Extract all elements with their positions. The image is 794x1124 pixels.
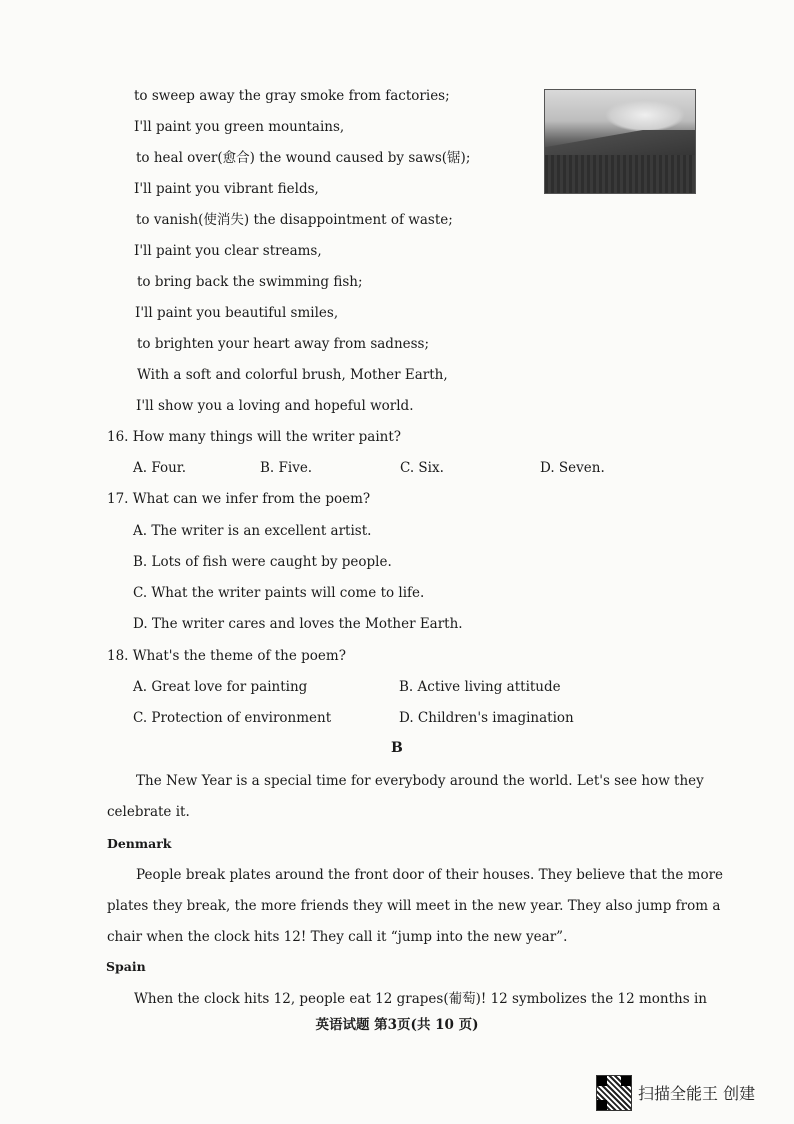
question-16-stem: 16. How many things will the writer paint?	[107, 429, 402, 445]
scanner-watermark: 扫描全能王 创建	[638, 1084, 756, 1103]
poem-line: to sweep away the gray smoke from factories;	[134, 88, 450, 104]
section-b-intro: The New Year is a special time for everybody around the world. Let's see how they	[136, 773, 704, 789]
qr-code-icon	[596, 1075, 632, 1111]
question-18-option-d: D. Children's imagination	[399, 710, 574, 726]
question-18-option-a: A. Great love for painting	[133, 679, 308, 695]
poem-line: to vanish(使消失) the disappointment of waste;	[136, 212, 453, 228]
poem-line: I'll paint you vibrant fields,	[134, 181, 319, 197]
section-b-intro-cont: celebrate it.	[107, 804, 190, 820]
poem-line: I'll paint you green mountains,	[134, 119, 345, 135]
question-16-option-d: D. Seven.	[540, 460, 605, 476]
section-b-heading: B	[391, 740, 403, 756]
poem-line: to heal over(愈合) the wound caused by saws(锯);	[136, 150, 471, 166]
question-18-option-b: B. Active living attitude	[399, 679, 561, 695]
poem-line: With a soft and colorful brush, Mother Earth,	[137, 367, 448, 383]
question-18-option-c: C. Protection of environment	[133, 710, 332, 726]
question-16-option-b: B. Five.	[260, 460, 313, 476]
poem-line: to brighten your heart away from sadness;	[137, 336, 430, 352]
poem-line: to bring back the swimming fish;	[137, 274, 363, 290]
question-16-option-a: A. Four.	[133, 460, 187, 476]
spain-paragraph-line: When the clock hits 12, people eat 12 grapes(葡萄)! 12 symbolizes the 12 months in	[134, 991, 707, 1007]
question-18-stem: 18. What's the theme of the poem?	[107, 648, 346, 664]
question-17-option-a: A. The writer is an excellent artist.	[133, 523, 372, 539]
denmark-paragraph-line: chair when the clock hits 12! They call it “jump into the new year”.	[107, 929, 568, 945]
question-17-option-d: D. The writer cares and loves the Mother Earth.	[133, 616, 463, 632]
question-17-option-b: B. Lots of fish were caught by people.	[133, 554, 392, 570]
denmark-paragraph-line: People break plates around the front door of their houses. They believe that the more	[136, 867, 724, 883]
page-footer: 英语试题 第3页(共 10 页)	[315, 1017, 479, 1033]
question-17-stem: 17. What can we infer from the poem?	[107, 491, 371, 507]
poem-line: I'll paint you beautiful smiles,	[135, 305, 339, 321]
poem-line: I'll show you a loving and hopeful world.	[136, 398, 414, 414]
question-17-option-c: C. What the writer paints will come to life.	[133, 585, 425, 601]
denmark-paragraph-line: plates they break, the more friends they will meet in the new year. They also jump from a	[107, 898, 721, 914]
photo-ground	[545, 155, 695, 193]
question-16-option-c: C. Six.	[400, 460, 444, 476]
spain-heading: Spain	[106, 959, 146, 974]
poem-illustration-photo	[544, 89, 696, 194]
photo-smoke-cloud	[605, 98, 685, 132]
denmark-heading: Denmark	[107, 836, 172, 851]
poem-line: I'll paint you clear streams,	[134, 243, 322, 259]
